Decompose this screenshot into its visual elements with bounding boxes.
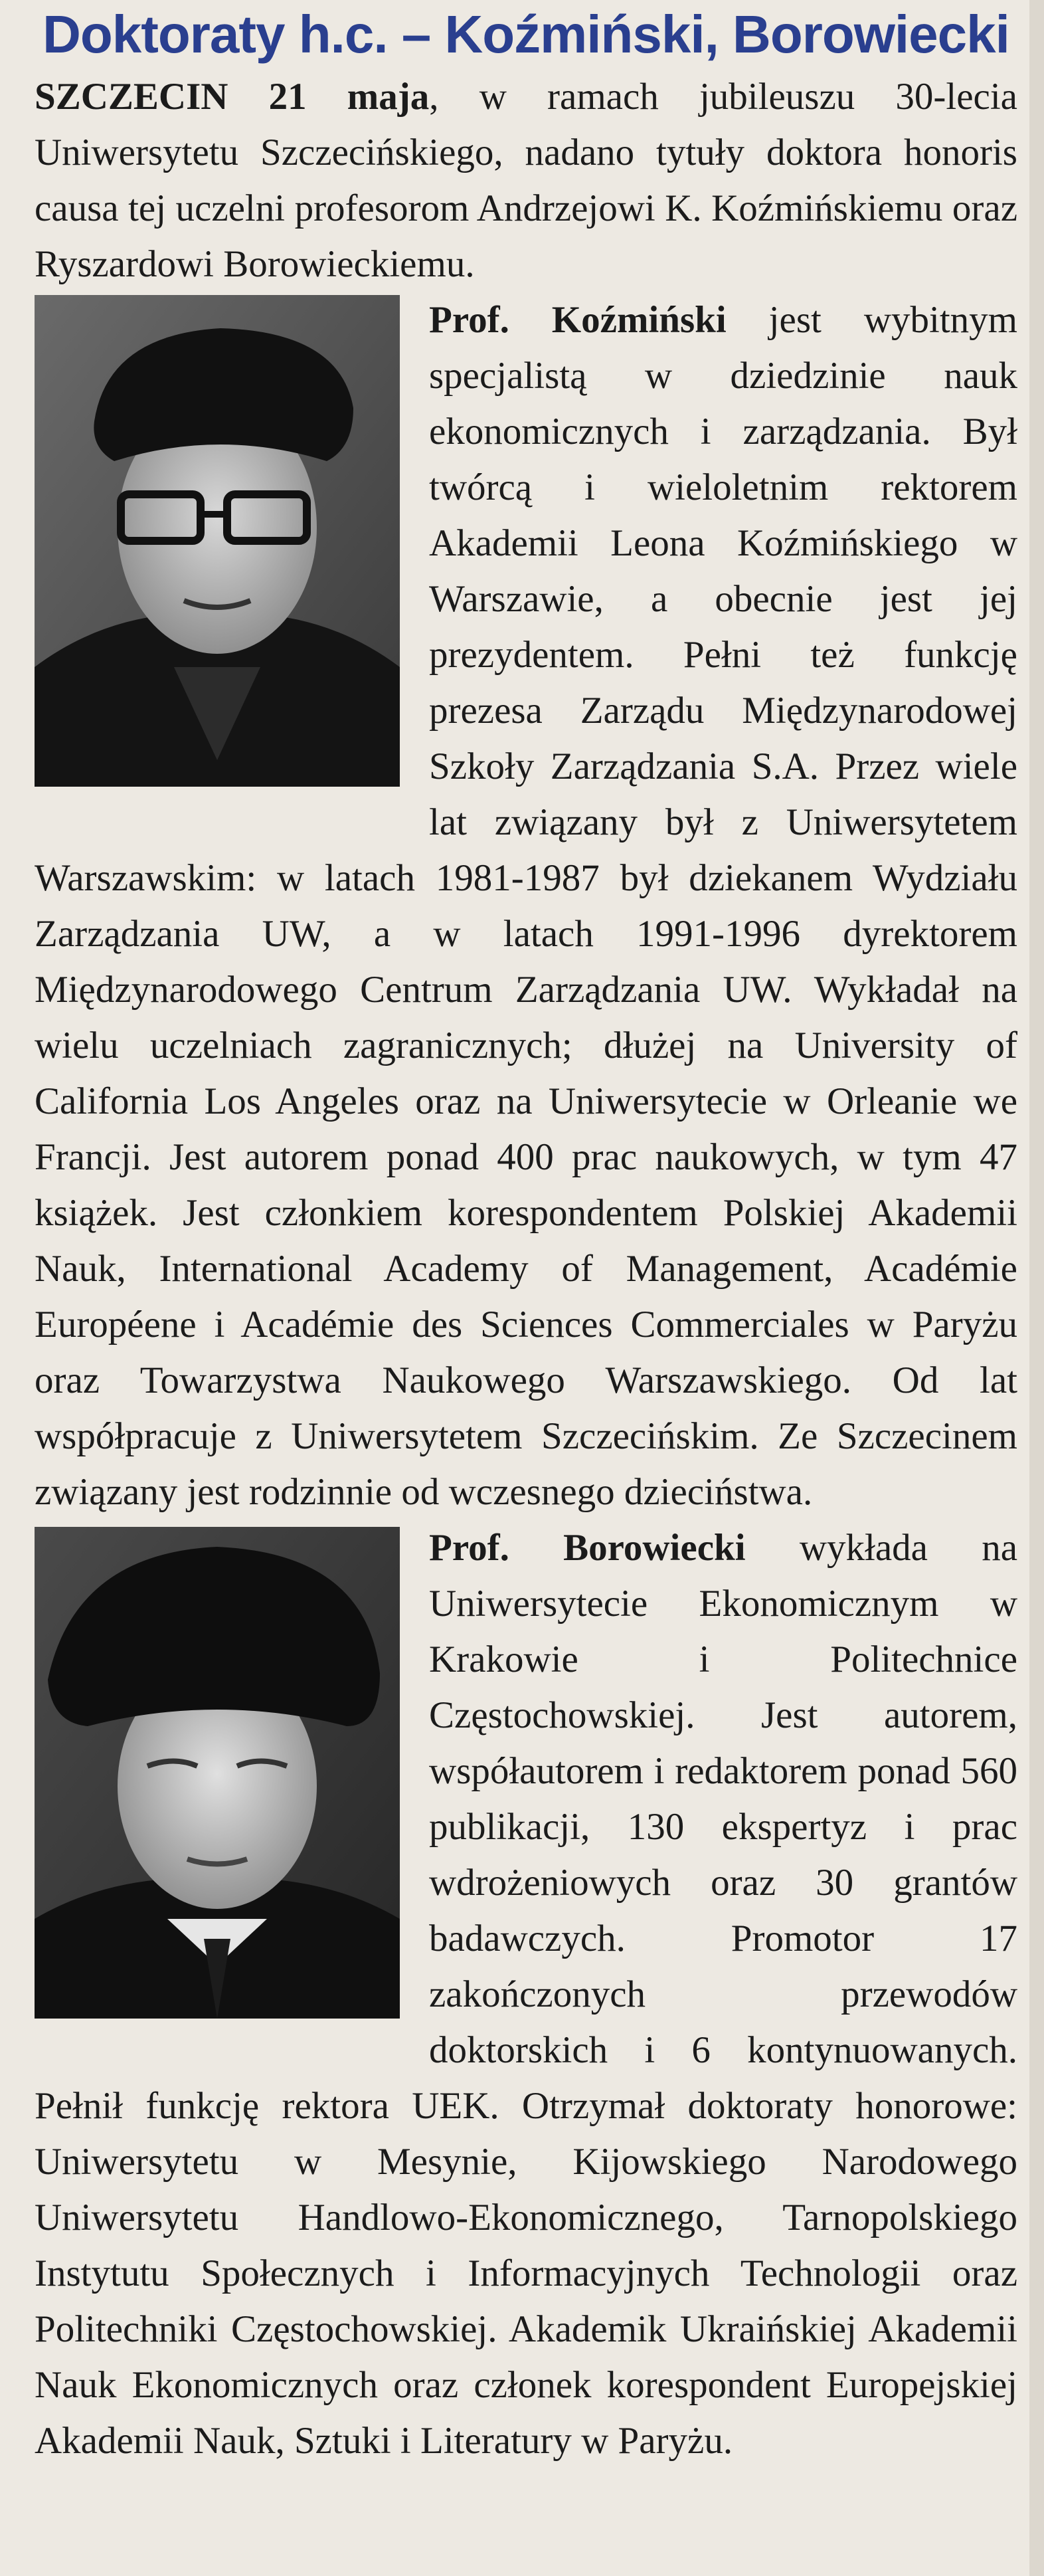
article-body — [35, 69, 1017, 2469]
article-title: Doktoraty h.c. – Koźmiński, Borowiecki — [43, 5, 1009, 64]
portrait-borowiecki-image — [35, 1527, 400, 2019]
intro-paragraph — [35, 69, 1017, 292]
portrait-borowiecki — [35, 1527, 400, 2019]
portrait-kozminski — [35, 295, 400, 787]
intro-lead: SZCZECIN 21 maja — [35, 76, 430, 118]
borowiecki-text: wykłada na Uniwersytecie Ekonomicznym w Krakowie i Politechnice Częstochowskiej. Jest autorem, współautorem i redaktorem ponad 560 publikacji, 130 ekspertyz i prac wdrożeniowych oraz 30 grantów badawczych. Promotor 17 zakończonych przewodów doktorskich i 6 kontynuowanych. Pełnił funkcję rektora UEK. Otrzymał doktoraty honorowe: Uniwersytetu w Mesynie, Kijowskiego Narodowego Uniwersytetu Handlowo-Ekonomicznego, Tarnopolskiego Instytutu Społecznych i Informacyjnych Technologii oraz Politechniki Częstochowskiej. Akademik Ukraińskiej Akademii Nauk Ekonomicznych oraz członek korespondent Europejskiej Akademii Nauk, Sztuki i Literatury w Paryżu. — [35, 1527, 1017, 2462]
borowiecki-lead: Prof. Borowiecki — [429, 1527, 746, 1569]
portrait-kozminski-image — [35, 295, 400, 787]
kozminski-lead: Prof. Koźmiński — [429, 299, 727, 341]
kozminski-text: jest wybitnym specjalistą w dziedzinie nauk ekonomicznych i zarządzania. Był twórcą i wieloletnim rektorem Akademii Leona Koźmińskiego w Warszawie, a obecnie jest jej prezydentem. Pełni też funkcję prezesa Zarządu Międzynarodowej Szkoły Zarządzania S.A. Przez wiele lat związany był z Uniwersytetem Warszawskim: w latach 1981-1987 był dziekanem Wydziału Zarządzania UW, a w latach 1991-1996 dyrektorem Międzynarodowego Centrum Zarządzania UW. Wykładał na wielu uczelniach zagranicznych; dłużej na University of California Los Angeles oraz na Uniwersytecie w Orleanie we Francji. Jest autorem ponad 400 prac naukowych, w tym 47 książek. Jest członkiem korespondentem Polskiej Akademii Nauk, International Academy of Management, Académie Européene i Académie des Sciences Commerciales w Paryżu oraz Towarzystwa Naukowego Warszawskiego. Od lat współpracuje z Uniwersytetem Szczecińskim. Ze Szczecinem związany jest rodzinnie od wczesnego dzieciństwa. — [35, 299, 1017, 1513]
page-edge — [1029, 0, 1044, 2576]
intro-text: , w ramach jubileuszu 30-lecia Uniwersytetu Szczecińskiego, nadano tytuły doktora honoris causa tej uczelni profesorom Andrzejowi K. Koźmińskiemu oraz Ryszardowi Borowieckiemu. — [35, 76, 1017, 285]
